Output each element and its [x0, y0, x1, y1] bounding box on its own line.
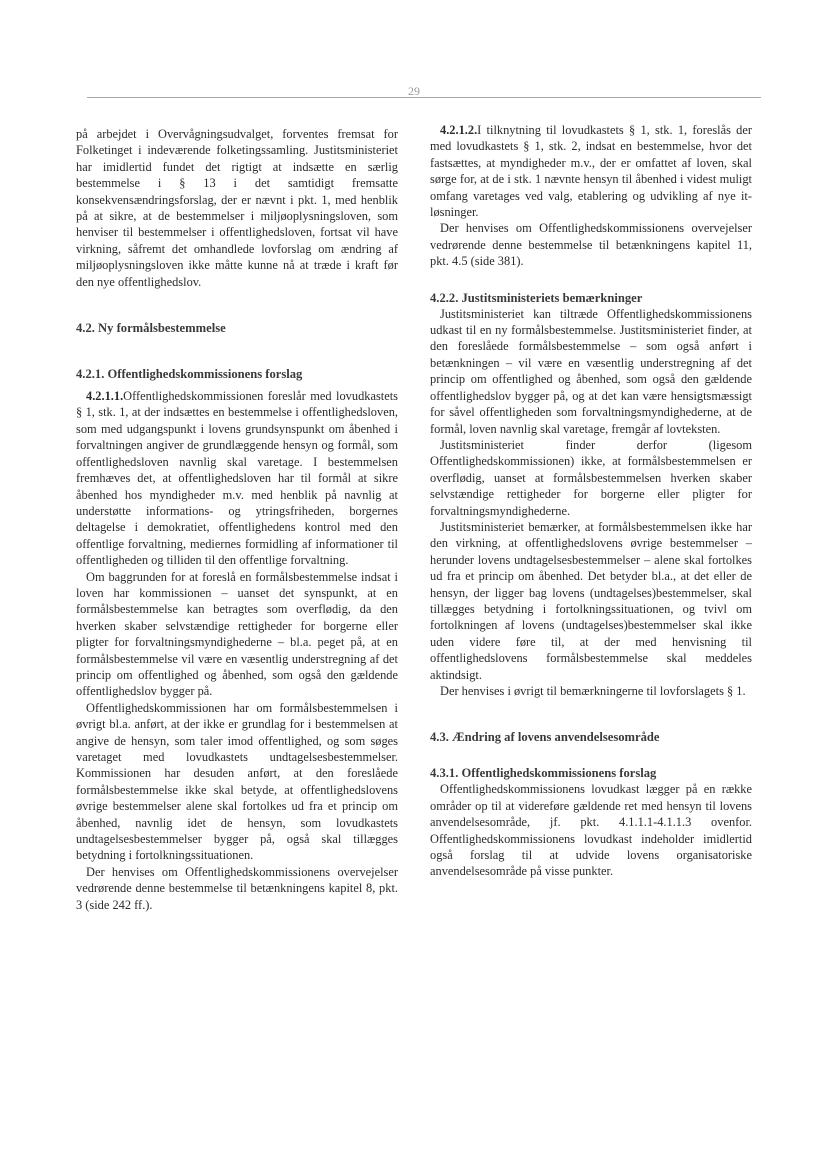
section-heading-4-2-1: 4.2.1. Offentlighedskommissionens forslag — [76, 367, 303, 382]
section-heading-4-3-1: 4.3.1. Offentlighedskommissionens forslag — [430, 766, 657, 781]
paragraph: Offentlighedskommissionen har om formålsbestemmelsen i øvrigt bl.a. anført, at der ikke er grundlag for i bestemmelsen at angive de hensyn, som taler imod offentlighed, og som søges varetaget med lovudkastets undtagelsesbestemmelser. Kommissionen har desuden anført, at den foreslåede formålsbestemmelse ikke skal betyde, at offentlighedslovens øvrige bestemmelser alene skal fortolkes ud fra et princip om åbenhed, navnlig idet de hensyn, som lovudkastets undtagelsesbestemmelser bygger på, også skal tillægges betydning i fortolkningssituationen. — [76, 700, 398, 863]
paragraph: Offentlighedskommissionens lovudkast lægger på en række områder op til at videreføre gældende ret med hensyn til lovens anvendelsesområde, jf. pkt. 4.1.1.1-4.1.1.3 ovenfor. Offentlighedskommissionens lovudkast indeholder imidlertid også forslag til at udvide lovens organisatoriske anvendelsesområde på visse punkter. — [430, 782, 752, 879]
paragraph: Om baggrunden for at foreslå en formålsbestemmelse indsat i loven har kommissionen – uanset det synspunkt, at en formålsbestemmelse kan betragtes som overflødig, da den hverken skaber selvstændige rettigheder for borgerne eller pligter for forvaltningsmyndighederne – bl.a. peget på, at en formålsbestemmelse vil være en væsentlig understregning af det princip om offentlighed og åbenhed, som også den gældende offentlighedslov bygger på. — [76, 569, 398, 699]
section-heading-4-2: 4.2. Ny formålsbestemmelse — [76, 321, 226, 336]
paragraph-text: I tilknytning til lovudkastets § 1, stk. 1, foreslås der med lovudkastets § 1, stk. 2, indsat en bestemmelse, hvor det fastsættes, at myndigheder m.v., der er omfattet af loven, skal sørge for, at de i stk. 1 nævnte hensyn til åbenhed i videst muligt omfang varetages ved valg, etablering og udvikling af nye it-løsninger. — [430, 123, 752, 220]
page-number: 29 — [408, 84, 420, 98]
paragraph: på arbejdet i Overvågningsudvalget, forventes fremsat for Folketinget i indeværende folketingssamling. Justitsministeriet har imidlertid fundet det rigtigt at indsætte en særlig bestemmelse i § 13 i det samtidigt fremsatte konsekvensændringsforslag, der er nævnt i pkt. 1, med henblik på at sikre, at de bestemmelser i miljøoplysningsloven, som henviser til bestemmelser i offentlighedsloven, fortsat vil have virkning, såfremt det omhandlede lovforslag om ændring af miljøoplysningsloven ikke måtte kunne nå at træde i kraft før den nye offentlighedslov. — [76, 127, 398, 289]
paragraph-number: 4.2.1.1. — [86, 389, 124, 404]
paragraph: Der henvises om Offentlighedskommissionens overvejelser vedrørende denne bestemmelse til betænkningens kapitel 8, pkt. 3 (side 242 ff.). — [76, 864, 398, 912]
paragraph: Justitsministeriet finder derfor (ligesom Offentlighedskommissionen) ikke, at formålsbestemmelsen er overflødig, uanset at formålsbestemmelsen hverken skaber selvstændige rettigheder for borgerne eller pligter for forvaltningsmyndighederne. — [430, 437, 752, 518]
paragraph: Der henvises om Offentlighedskommissionens overvejelser vedrørende denne bestemmelse til betænkningens kapitel 11, pkt. 4.5 (side 381). — [430, 221, 752, 269]
left-column — [76, 126, 398, 913]
header-rule — [87, 97, 761, 98]
section-heading-4-2-2: 4.2.2. Justitsministeriets bemærkninger — [430, 290, 643, 305]
paragraph-number: 4.2.1.2. — [440, 123, 478, 137]
paragraph — [430, 122, 752, 220]
paragraph: Der henvises i øvrigt til bemærkningerne til lovforslagets § 1. — [440, 684, 746, 698]
paragraph — [76, 388, 398, 568]
section-heading-4-3: 4.3. Ændring af lovens anvendelsesområde — [430, 730, 660, 745]
paragraph-text: Offentlighedskommissionen foreslår med lovudkastets § 1, stk. 1, at der indsættes en bestemmelse i offentlighedsloven, som med udgangspunkt i lovens grundsynspunkt om åbenhed i forvaltningen angiver de grundlæggende hensyn og formål, som offentlighedsloven navnlig skal varetage. I bestemmelsen fremhæves det, at offentlighedsloven har til formål at sikre åbenhed hos myndigheder m.v. med henblik på navnlig at understøtte informations- og ytringsfriheden, borgernes deltagelse i demokratiet, offentlighedens kontrol med den offentlige forvaltning, mediernes formidling af informationer til offentligheden og tilliden til den offentlige forvaltning. — [76, 389, 398, 568]
right-column — [430, 122, 752, 880]
paragraph: Justitsministeriet kan tiltræde Offentlighedskommissionens udkast til en ny formålsbestemmelse. Justitsministeriet finder, at den foreslåede formålsbestemmelse – som også anført i betænkningen – vil være en væsentlig understregning af det princip om offentlighed og åbenhed, som også den gældende offentlighedslov bygger på, og at det kan være hensigtsmæssigt for såvel offentligheden som forvaltningsmyndighederne, at de formål, loven navnlig skal varetage, fremgår af lovteksten. — [430, 306, 752, 436]
paragraph: Justitsministeriet bemærker, at formålsbestemmelsen ikke har den virkning, at offentlighedslovens øvrige bestemmelser – herunder lovens undtagelsesbestemmelser – alene skal fortolkes ud fra et princip om åbenhed. Det betyder bl.a., at det eller de hensyn, der ligger bag lovens (undtagelses)bestemmelser, skal tillægges betydning i fortolkningssituationen, og tvivl om fortolkningen af lovens (undtagelses)bestemmelser skal ikke uden videre føre til, at der med henvisning til offentlighedslovens formålsbestemmelse skal meddeles aktindsigt. — [430, 519, 752, 682]
